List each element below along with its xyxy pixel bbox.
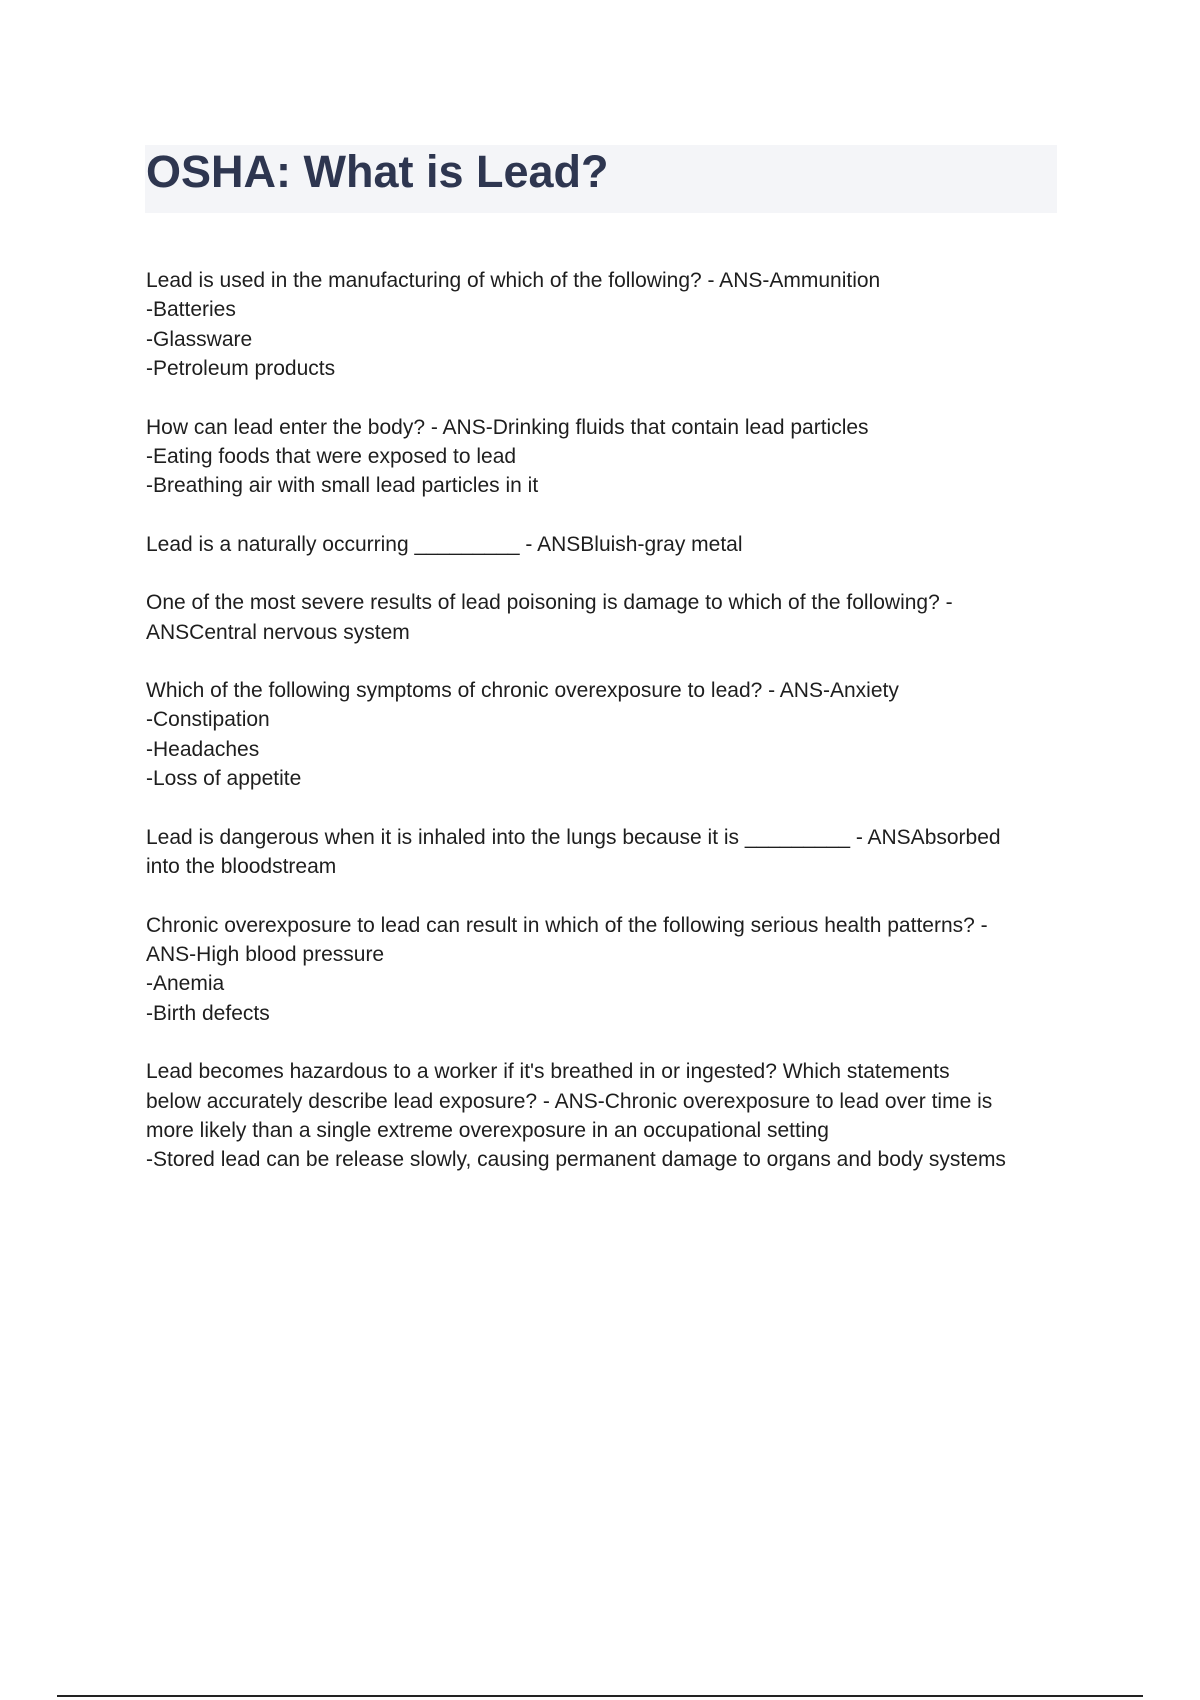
qa-line: Lead becomes hazardous to a worker if it's breathed in or ingested? Which statements — [146, 1060, 950, 1084]
qa-line: -Batteries — [146, 298, 236, 322]
qa-line: -Anemia — [146, 972, 225, 996]
qa-line: -Birth defects — [146, 1001, 270, 1025]
qa-item — [146, 530, 1066, 559]
qa-line: Chronic overexposure to lead can result in which of the following serious health patterns? - — [146, 913, 988, 937]
qa-line: How can lead enter the body? - ANS-Drinking fluids that contain lead particles — [146, 415, 869, 439]
qa-line: -Loss of appetite — [146, 767, 302, 791]
qa-line: Lead is a naturally occurring _________ - ANSBluish-gray metal — [146, 532, 743, 556]
qa-item — [146, 911, 1066, 1029]
qa-line: Lead is used in the manufacturing of which of the following? - ANS-Ammunition — [146, 269, 881, 292]
qa-item — [146, 676, 1066, 794]
qa-line: below accurately describe lead exposure? - ANS-Chronic overexposure to lead over time is — [146, 1089, 993, 1113]
qa-line: ANS-High blood pressure — [146, 942, 385, 966]
qa-item — [146, 413, 1066, 501]
qa-line: -Constipation — [146, 708, 270, 732]
qa-line: Lead is dangerous when it is inhaled into the lungs because it is _________ - ANSAbsorbed — [146, 825, 1001, 849]
qa-item — [146, 588, 1066, 647]
qa-line: into the bloodstream — [146, 855, 337, 879]
qa-line: Which of the following symptoms of chronic overexposure to lead? - ANS-Anxiety — [146, 679, 899, 703]
qa-line: -Headaches — [146, 737, 260, 761]
qa-item — [146, 266, 1066, 384]
qa-item — [146, 1057, 1066, 1175]
qa-line: ANSCentral nervous system — [146, 620, 410, 644]
qa-line: -Breathing air with small lead particles in it — [146, 474, 539, 498]
qa-line: more likely than a single extreme overexposure in an occupational setting — [146, 1118, 829, 1142]
qa-list — [146, 266, 1066, 1204]
qa-line: One of the most severe results of lead poisoning is damage to which of the following? - — [146, 591, 953, 615]
page-title: OSHA: What is Lead? — [146, 146, 609, 197]
qa-line: -Glassware — [146, 327, 253, 351]
qa-line: -Eating foods that were exposed to lead — [146, 445, 517, 469]
footer-divider — [57, 1695, 1143, 1697]
qa-item — [146, 823, 1066, 882]
qa-line: -Stored lead can be release slowly, causing permanent damage to organs and body systems — [146, 1148, 1006, 1172]
qa-line: -Petroleum products — [146, 357, 336, 381]
